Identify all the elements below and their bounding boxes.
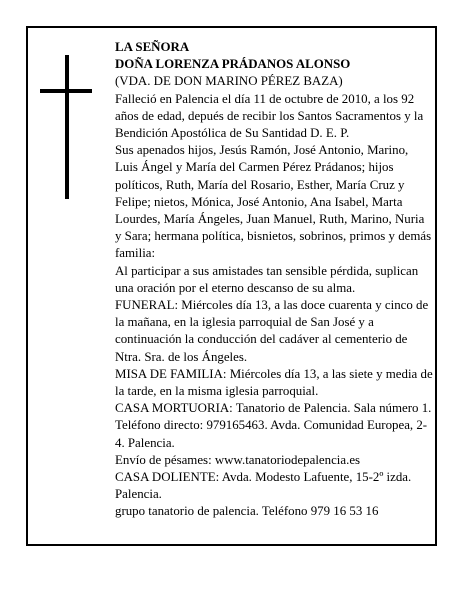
death-paragraph: Falleció en Palencia el día 11 de octubre de 2010, a los 92 años de edad, depués de recibir los Santos Sacramentos y la Bendición Apostólica de Su Santidad D. E. P. xyxy=(115,91,424,141)
mortuary-paragraph: CASA MORTUORIA: Tanatorio de Palencia. Sala número 1. Teléfono directo: 979165463. Avda. Comunidad Europea, 2-4. Palencia. xyxy=(115,401,432,450)
header-line-1: LA SEÑORA xyxy=(115,40,190,54)
header-line-2: DOÑA LORENZA PRÁDANOS ALONSO xyxy=(115,57,351,72)
obituary-text xyxy=(115,39,433,521)
condolences-paragraph: Envío de pésames: www.tanatoriodepalencia.es xyxy=(115,452,361,467)
cross-horizontal-bar xyxy=(40,89,92,93)
widow-line: (VDA. DE DON MARINO PÉREZ BAZA) xyxy=(115,74,343,89)
footer-paragraph: grupo tanatorio de palencia. Teléfono 979 16 53 16 xyxy=(115,504,379,519)
cross-vertical-bar xyxy=(65,55,69,199)
obituary-notice xyxy=(26,26,437,546)
family-mass-paragraph: MISA DE FAMILIA: Miércoles día 13, a las siete y media de la tarde, en la misma iglesia parroquial. xyxy=(115,366,433,399)
family-paragraph: Sus apenados hijos, Jesús Ramón, José Antonio, Marino, Luis Ángel y María del Carmen Pérez Prádanos; hijos políticos, Ruth, María del Rosario, Esther, María Cruz y Felipe; nietos, Mónica, José Antonio, Ana Isabel, Marta Lourdes, María Ángeles, Juan Manuel, Ruth, Marino, Nuria y Sara; hermana política, bisnietos, sobrinos, primos y demás familia: xyxy=(115,143,432,261)
request-paragraph: Al participar a sus amistades tan sensible pérdida, suplican una oración por el eterno descanso de su alma. xyxy=(115,263,419,295)
latin-cross-icon xyxy=(36,55,96,199)
mourning-house-paragraph: CASA DOLIENTE: Avda. Modesto Lafuente, 15-2º izda. Palencia. xyxy=(115,470,412,502)
funeral-paragraph: FUNERAL: Miércoles día 13, a las doce cuarenta y cinco de la mañana, en la iglesia parroquial de San José y a continuación la conducción del cadáver al cementerio de Ntra. Sra. de los Ángeles. xyxy=(115,298,429,364)
